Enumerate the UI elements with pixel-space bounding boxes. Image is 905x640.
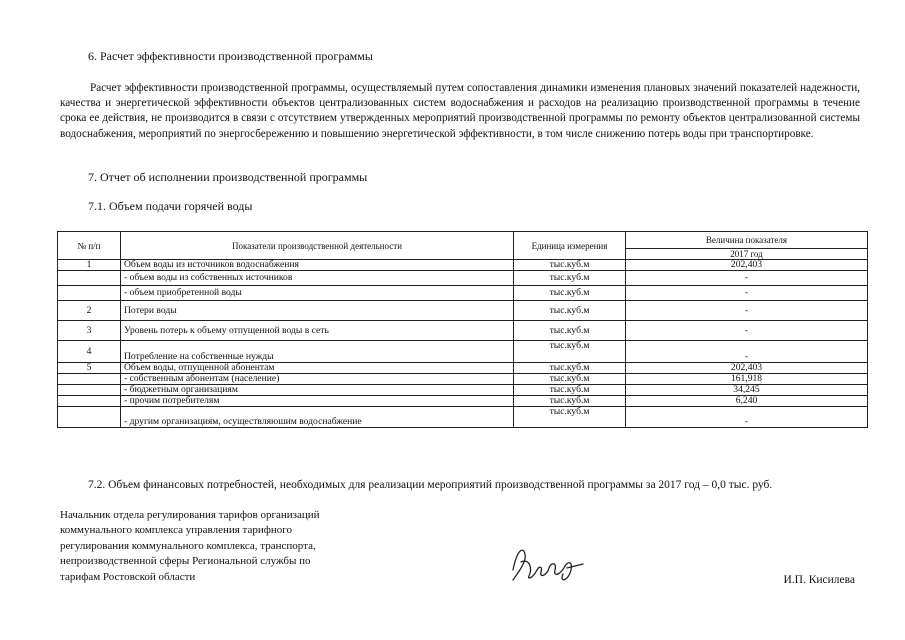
- header-year: 2017 год: [626, 249, 868, 260]
- row-unit: тыс.куб.м: [514, 271, 626, 286]
- row-value: -: [626, 271, 868, 286]
- row-label: Потери воды: [121, 301, 514, 321]
- section-6-heading: 6. Расчет эффективности производственной программы: [88, 49, 373, 63]
- row-unit: тыс.куб.м: [514, 321, 626, 341]
- position-title: [60, 508, 390, 585]
- table-row: [58, 271, 868, 286]
- row-unit: тыс.куб.м: [514, 363, 626, 374]
- row-num: [58, 396, 121, 407]
- row-value: -: [626, 341, 868, 363]
- row-unit: тыс.куб.м: [514, 301, 626, 321]
- table-row: [58, 341, 868, 363]
- signer-name: И.П. Кисилева: [783, 574, 855, 586]
- position-line: Начальник отдела регулирования тарифов организаций: [60, 509, 320, 521]
- row-label: - объем воды из собственных источников: [121, 271, 514, 286]
- table-row: [58, 321, 868, 341]
- header-indicator: Показатели производственной деятельности: [121, 232, 514, 260]
- row-value: -: [626, 407, 868, 428]
- row-label: - собственным абонентам (население): [121, 374, 514, 385]
- row-value: -: [626, 286, 868, 301]
- row-num: [58, 271, 121, 286]
- row-num: [58, 407, 121, 428]
- handwritten-signature: [503, 540, 593, 593]
- position-line: коммунального комплекса управления тарифного: [60, 524, 292, 537]
- section-7-1-heading: 7.1. Объем подачи горячей воды: [88, 199, 253, 213]
- position-line: тарифам Ростовской области: [60, 570, 196, 583]
- row-label: - бюджетным организациям: [121, 385, 514, 396]
- row-label: Объем воды, отпущенной абонентам: [121, 363, 514, 374]
- table-row: [58, 363, 868, 374]
- row-num: 5: [58, 363, 121, 374]
- row-num: [58, 385, 121, 396]
- table-row: [58, 286, 868, 301]
- row-label: Уровень потерь к объему отпущенной воды в сеть: [121, 321, 514, 341]
- row-unit: тыс.куб.м: [514, 385, 626, 396]
- row-label: Потребление на собственные нужды: [121, 341, 514, 363]
- production-indicators-table: [57, 231, 868, 428]
- row-value: 161,918: [626, 374, 868, 385]
- row-unit: тыс.куб.м: [514, 260, 626, 271]
- row-num: [58, 374, 121, 385]
- row-value: 202,403: [626, 363, 868, 374]
- position-line: непроизводственной сферы Региональной службы по: [60, 555, 311, 568]
- row-value: -: [626, 301, 868, 321]
- row-unit: тыс.куб.м: [514, 286, 626, 301]
- table-row: [58, 374, 868, 385]
- position-line: регулирования коммунального комплекса, транспорта,: [60, 539, 316, 552]
- row-unit: тыс.куб.м: [514, 407, 626, 428]
- row-unit: тыс.куб.м: [514, 396, 626, 407]
- row-value: -: [626, 321, 868, 341]
- section-7-2-text: 7.2. Объем финансовых потребностей, необходимых для реализации мероприятий производственной программы за 2017 год – 0,0 тыс. руб.: [88, 479, 773, 491]
- header-value: Величина показателя: [626, 232, 868, 249]
- row-num: 4: [58, 341, 121, 363]
- row-num: 2: [58, 301, 121, 321]
- table-row: [58, 396, 868, 407]
- row-label: Объем воды из источников водоснабжения: [121, 260, 514, 271]
- row-unit: тыс.куб.м: [514, 341, 626, 363]
- row-num: [58, 286, 121, 301]
- table-row: [58, 301, 868, 321]
- row-label: - прочим потребителям: [121, 396, 514, 407]
- row-unit: тыс.куб.м: [514, 374, 626, 385]
- table-header-row: [58, 232, 868, 249]
- table-row: [58, 407, 868, 428]
- header-num: № п/п: [58, 232, 121, 260]
- section-7-heading: 7. Отчет об исполнении производственной программы: [88, 170, 368, 184]
- table-row: [58, 260, 868, 271]
- row-num: 1: [58, 260, 121, 271]
- row-value: 202,403: [626, 260, 868, 271]
- row-label: - объем приобретенной воды: [121, 286, 514, 301]
- section-6-paragraph: Расчет эффективности производственной программы, осуществляемый путем сопоставления динамики изменения плановых значений показателей надежности, качества и энергетической эффективности объектов централизованных систем водоснабжения и расходов на реализацию производственной программы в течение срока ее действия, не производится в связи с отсутствием утвержденных мероприятий производственной программы по ремонту объектов централизованной системы водоснабжения, мероприятий по энергосбережению и повышению энергетической эффективности, в том числе снижению потерь воды при транспортировке.: [60, 82, 860, 140]
- table-row: [58, 385, 868, 396]
- row-num: 3: [58, 321, 121, 341]
- row-value: 6,240: [626, 396, 868, 407]
- header-unit: Единица измерения: [514, 232, 626, 260]
- row-value: 34,245: [626, 385, 868, 396]
- row-label: - другим организациям, осуществляюшим водоснабжение: [121, 407, 514, 428]
